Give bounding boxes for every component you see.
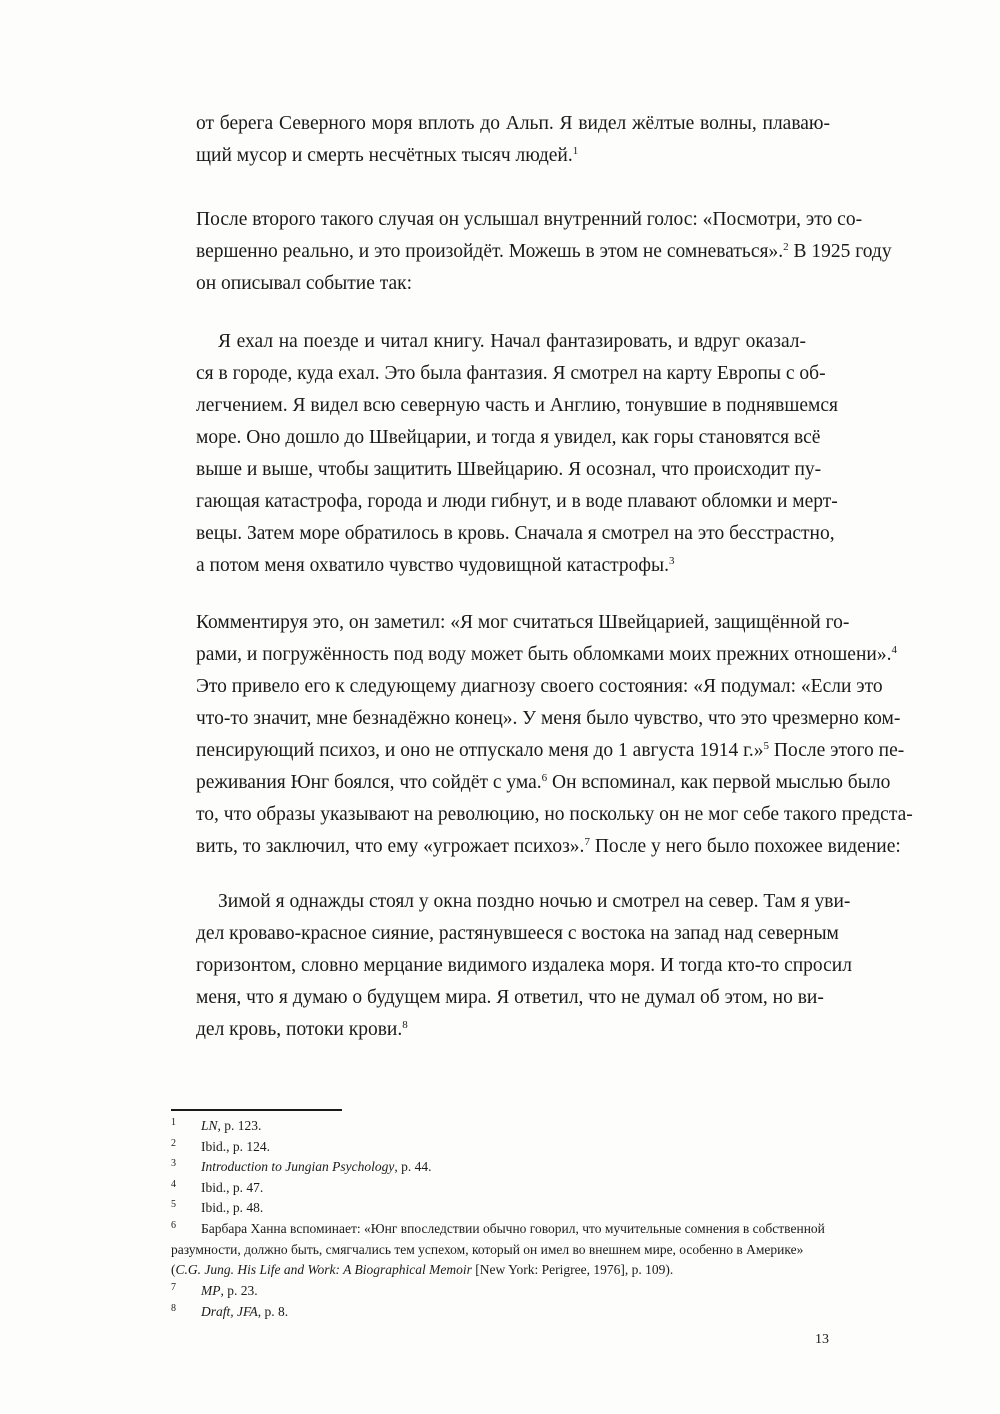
text-line: вершенно реально, и это произойдёт. Можешь в этом не сомневаться».$^2$ В 1925 году <box>196 241 892 262</box>
text-line: реживания Юнг боялся, что сойдёт с ума.$^6$ Он вспоминал, как первой мыслью было <box>196 772 891 793</box>
paragraph-1 <box>196 108 830 172</box>
footnote-ref: 2 <box>783 241 789 253</box>
footnote-3: 3 Introduction to Jungian Psychology, p. 44. <box>171 1158 432 1174</box>
text-line: Это привело его к следующему диагнозу своего состояния: «Я подумал: «Если это <box>196 676 883 697</box>
footnote-ref: 1 <box>572 145 579 157</box>
footnote-ref: 4 <box>891 644 897 656</box>
quote-line: меня, что я думаю о будущем мира. Я ответил, что не думал об этом, но ви- <box>196 987 824 1008</box>
block-quote-2 <box>196 886 852 1046</box>
quote-line: дел кровь, потоки крови.$^8$ <box>196 1019 408 1040</box>
text-line: После второго такого случая он услышал внутренний голос: «Посмотри, это со- <box>196 209 863 230</box>
quote-line: Я ехал на поезде и читал книгу. Начал фантазировать, и вдруг оказал- <box>218 331 806 352</box>
text-line: то, что образы указывают на революцию, но поскольку он не мог себе такого предста- <box>196 804 913 825</box>
footnote-ref: 3 <box>668 555 675 567</box>
text-line: вить, то заключил, что ему «угрожает психоз».$^7$ После у него было похожее видение: <box>196 836 901 857</box>
paragraph-2 <box>196 204 892 300</box>
footnote-1: 1 LN, p. 123. <box>171 1117 262 1133</box>
footnote-4: 4 Ibid., p. 47. <box>171 1179 264 1195</box>
quote-line: ся в городе, куда ехал. Это была фантазия. Я смотрел на карту Европы с об- <box>196 363 826 384</box>
footnote-7: 7 MP, p. 23. <box>171 1282 258 1298</box>
paragraph-3 <box>196 607 913 863</box>
quote-line: выше и выше, чтобы защитить Швейцарию. Я осознал, что происходит пу- <box>196 459 822 480</box>
footnote-ref: 6 <box>541 772 548 784</box>
quote-line: горизонтом, словно мерцание видимого издалека моря. И тогда кто-то спросил <box>196 955 852 976</box>
quote-line: море. Оно дошло до Швейцарии, и тогда я увидел, как горы становятся всё <box>196 427 821 448</box>
footnote-ref: 5 <box>763 740 770 752</box>
quote-line: легчением. Я видел всю северную часть и Англию, тонувшие в поднявшемся <box>196 395 839 416</box>
text-line: Комментируя это, он заметил: «Я мог считаться Швейцарией, защищённой го- <box>196 612 850 633</box>
text-line: от берега Северного моря вплоть до Альп. Я видел жёлтые волны, плаваю- <box>196 113 830 134</box>
quote-line: вецы. Затем море обратилось в кровь. Сначала я смотрел на это бесстрастно, <box>196 523 835 544</box>
quote-line: гающая катастрофа, города и люди гибнут, и в воде плавают обломки и мерт- <box>196 491 838 512</box>
text-line: рами, и погружённость под воду может быть обломками моих прежних отношени».$^4$ <box>196 644 897 665</box>
footnote-6: 6 Барбара Ханна вспоминает: «Юнг впоследствии обычно говорил, что мучительные сомнения в собственной разумности, должно быть, смягчались тем успехом, который он имел во внешнем мире, особенно в Америке» (C.G. Jung. His Life and Work: A Biographical Memoir [New York: Perigree, 1976], p. 109). <box>171 1220 825 1277</box>
footnote-8: 8 Draft, JFA, p. 8. <box>171 1303 289 1319</box>
text-line: пенсирующий психоз, и оно не отпускало меня до 1 августа 1914 г.»$^5$ После этого пе- <box>196 740 905 761</box>
text-line: что-то значит, мне безнадёжно конец». У меня было чувство, что это чрезмерно ком- <box>196 708 901 729</box>
footnote-5: 5 Ibid., p. 48. <box>171 1199 264 1215</box>
footnote-ref: 7 <box>584 836 590 848</box>
block-quote-1 <box>196 326 839 582</box>
quote-line: Зимой я однажды стоял у окна поздно ночью и смотрел на север. Там я уви- <box>218 891 851 912</box>
footnote-2: 2 Ibid., p. 124. <box>171 1138 270 1154</box>
quote-line: а потом меня охватило чувство чудовищной катастрофы.$^3$ <box>196 555 675 576</box>
page-number: 13 <box>815 1332 829 1347</box>
text-line: щий мусор и смерть несчётных тысяч людей.$^1$ <box>196 145 579 166</box>
quote-line: дел кроваво-красное сияние, растянувшееся с востока на запад над северным <box>196 923 839 944</box>
text-line: он описывал событие так: <box>196 273 413 294</box>
footnote-divider <box>171 1109 342 1111</box>
footnote-ref: 8 <box>402 1019 408 1031</box>
